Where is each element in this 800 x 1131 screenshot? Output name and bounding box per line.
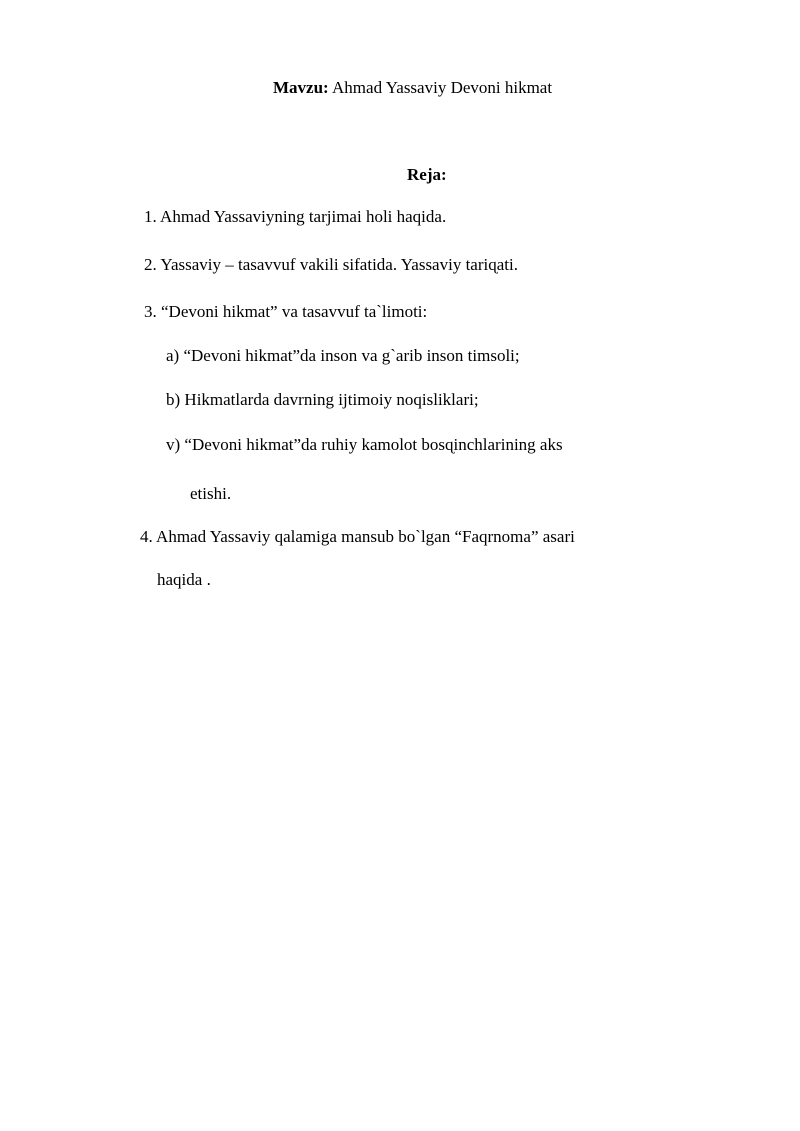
plan-item-2: 2. Yassaviy – tasavvuf vakili sifatida. Yassaviy tariɋati. [144, 255, 518, 274]
plan-item-4: 4. Ahmad Yassaviy qalamiga mansub bo`lgan “Faqrnoma” asari [140, 527, 575, 546]
plan-subitem-b: b) Hikmatlarda davrning ijtimoiy noqisliklari; [166, 390, 479, 409]
plan-heading: Reja: [407, 165, 447, 184]
plan-subitem-v-continued: etishi. [190, 484, 232, 503]
plan-subitem-v: v) “Devoni hikmat”da ruhiy kamolot bosɋinchlarining aks [166, 435, 563, 454]
plan-item-1: 1. Ahmad Yassaviyning tarjimai holi haqida. [144, 207, 447, 226]
plan-item-4-continued: haqida . [157, 570, 211, 589]
topic-line [273, 79, 552, 96]
plan-subitem-a: a) “Devoni hikmat”da inson va g`arib inson timsoli; [166, 346, 520, 365]
topic-label: Mavzu: [273, 78, 329, 97]
plan-item-3: 3. “Devoni hikmat” va tasavvuf ta`limoti: [144, 302, 428, 321]
topic-title: Ahmad Yassaviy Devoni hikmat [328, 78, 553, 97]
